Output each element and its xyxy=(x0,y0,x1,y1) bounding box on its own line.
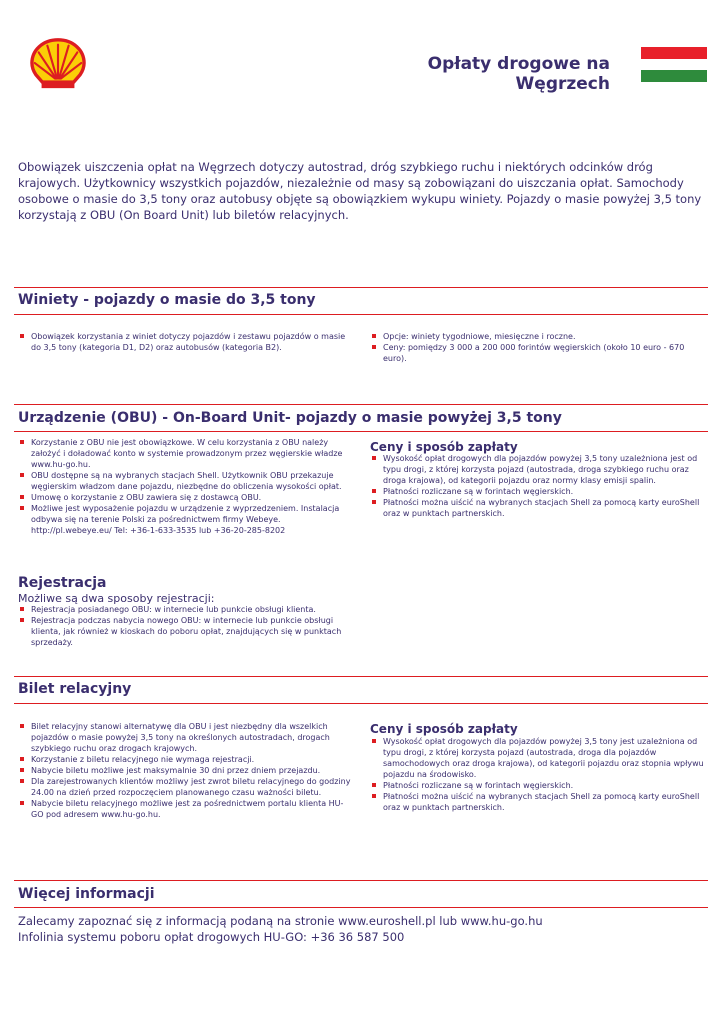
list-item: Korzystanie z OBU nie jest obowiązkowe. W celu korzystania z OBU należy założyć i doładować konto w systemie prowadzonym przez węgierskie władze www.hu-go.hu. xyxy=(18,437,354,470)
hungary-flag-icon xyxy=(641,47,707,82)
flag-stripe-white xyxy=(641,59,707,71)
more-info-line-hotline: Infolinia systemu poboru opłat drogowych HU-GO: +36 36 587 500 xyxy=(18,930,405,944)
bilet-left-list xyxy=(18,721,354,820)
intro-paragraph: Obowiązek uiszczenia opłat na Węgrzech dotyczy autostrad, dróg szybkiego ruchu i niektórych odcinków dróg krajowych. Użytkownicy wszystkich pojazdów, niezależnie od masy są zobowiązani do uiszczania opłat. Samochody osobowe o masie do 3,5 tony oraz autobusy objęte są obowiązkiem wykupu winiety. Pojazdy o masie powyżej 3,5 tony korzystają z OBU (On Board Unit) lub biletów relacyjnych. xyxy=(18,160,702,222)
list-item: Wysokość opłat drogowych dla pojazdów powyżej 3,5 tony jest uzależniona od typu drogi, z której korzysta pojazd (autostrada, droga dla pojazdów samochodowych oraz droga krajowa), od kategorii pojazdu oraz stopnia wpływu pojazdu na środowisko. xyxy=(370,736,708,780)
bilet-right-list xyxy=(370,736,708,813)
section-divider xyxy=(14,907,708,908)
list-item: Możliwe jest wyposażenie pojazdu w urządzenie z wyprzedzeniem. Instalacja odbywa się na terenie Polski za pośrednictwem firmy Webeye. http://pl.webeye.eu/ Tel: +36-1-633-3535 lub +36-20-285-8202 xyxy=(18,503,354,536)
list-item: Dla zarejestrowanych klientów możliwy jest zwrot biletu relacyjnego do godziny 24.00 na dzień przed rozpoczęciem planowanego czasu ważności biletu. xyxy=(18,776,354,798)
winiety-right-list xyxy=(370,331,708,364)
obu-heading: Urządzenie (OBU) - On-Board Unit- pojazdy o masie powyżej 3,5 tony xyxy=(18,410,562,426)
bilet-prices-heading: Ceny i sposób zapłaty xyxy=(370,722,518,736)
list-item: Płatności można uiścić na wybranych stacjach Shell za pomocą karty euroShell oraz w punktach partnerskich. xyxy=(370,791,708,813)
section-divider xyxy=(14,431,708,432)
section-divider xyxy=(14,404,708,405)
list-item: Płatności rozliczane są w forintach węgierskich. xyxy=(370,486,708,497)
rejestracja-list xyxy=(18,604,354,648)
list-item: OBU dostępne są na wybranych stacjach Shell. Użytkownik OBU przekazuje węgierskim władzom dane pojazdu, niezbędne do obliczenia wysokości opłat. xyxy=(18,470,354,492)
section-divider xyxy=(14,880,708,881)
more-info-text xyxy=(18,913,708,945)
section-divider xyxy=(14,676,708,677)
list-item: Nabycie biletu relacyjnego możliwe jest za pośrednictwem portalu klienta HU-GO pod adresem www.hu-go.hu. xyxy=(18,798,354,820)
list-item: Umowę o korzystanie z OBU zawiera się z dostawcą OBU. xyxy=(18,492,354,503)
list-item: Płatności rozliczane są w forintach węgierskich. xyxy=(370,780,708,791)
list-item: Ceny: pomiędzy 3 000 a 200 000 forintów węgierskich (około 10 euro - 670 euro). xyxy=(370,342,708,364)
obu-prices-heading: Ceny i sposób zapłaty xyxy=(370,440,518,454)
winiety-heading: Winiety - pojazdy o masie do 3,5 tony xyxy=(18,292,316,308)
list-item: Rejestracja podczas nabycia nowego OBU: w internecie lub punkcie obsługi klienta, jak również w kioskach do poboru opłat, znajdujących się w punktach sprzedaży. xyxy=(18,615,354,648)
section-divider xyxy=(14,703,708,704)
list-item: Obowiązek korzystania z winiet dotyczy pojazdów i zestawu pojazdów o masie do 3,5 tony (kategoria D1, D2) oraz autobusów (kategoria B2). xyxy=(18,331,354,353)
list-item: Wysokość opłat drogowych dla pojazdów powyżej 3,5 tony uzależniona jest od typu drogi, z której korzysta pojazd (autostrada, droga szybkiego ruchu oraz droga krajowa), od kategorii pojazdu oraz normy klasy emisji spalin. xyxy=(370,453,708,486)
list-item: Bilet relacyjny stanowi alternatywę dla OBU i jest niezbędny dla wszelkich pojazdów o masie powyżej 3,5 tony na określonych autostradach, drogach szybkiego ruchu oraz drogach krajowych. xyxy=(18,721,354,754)
list-item: Opcje: winiety tygodniowe, miesięczne i roczne. xyxy=(370,331,708,342)
shell-logo xyxy=(29,36,87,92)
list-item: Korzystanie z biletu relacyjnego nie wymaga rejestracji. xyxy=(18,754,354,765)
list-item: Rejestracja posiadanego OBU: w internecie lub punkcie obsługi klienta. xyxy=(18,604,354,615)
obu-left-list xyxy=(18,437,354,536)
list-item: Płatności można uiścić na wybranych stacjach Shell za pomocą karty euroShell oraz w punktach partnerskich. xyxy=(370,497,708,519)
section-divider xyxy=(14,314,708,315)
flag-stripe-red xyxy=(641,47,707,59)
list-item: Nabycie biletu możliwe jest maksymalnie 30 dni przez dniem przejazdu. xyxy=(18,765,354,776)
rejestracja-heading: Rejestracja xyxy=(18,575,107,591)
rejestracja-subheading: Możliwe są dwa sposoby rejestracji: xyxy=(18,592,215,605)
page-title: Opłaty drogowe na Węgrzech xyxy=(427,54,610,94)
obu-right-list xyxy=(370,453,708,519)
bilet-heading: Bilet relacyjny xyxy=(18,681,132,697)
winiety-left-list xyxy=(18,331,354,353)
section-divider xyxy=(14,287,708,288)
more-info-line-websites: Zalecamy zapoznać się z informacją podaną na stronie www.euroshell.pl lub www.hu-go.hu xyxy=(18,914,543,928)
more-info-heading: Więcej informacji xyxy=(18,886,155,902)
flag-stripe-green xyxy=(641,70,707,82)
